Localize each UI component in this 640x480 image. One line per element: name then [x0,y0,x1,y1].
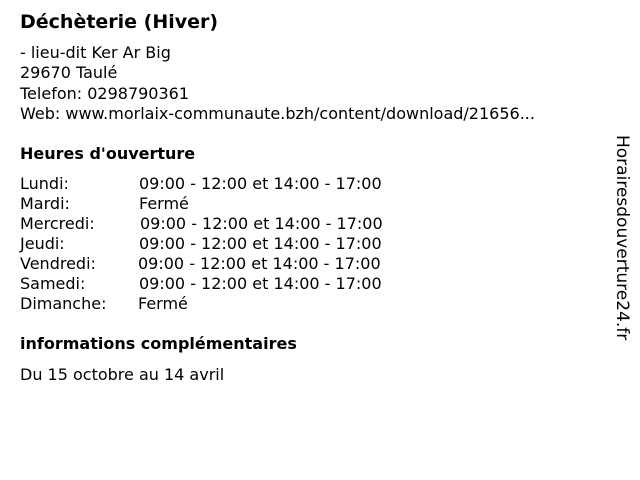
hours-row-wednesday [20,214,440,234]
info-text: Du 15 octobre au 14 avril [20,365,225,384]
day-label: Samedi: [20,274,86,293]
day-label: Vendredi: [20,254,96,273]
hours-row-sunday [20,294,440,314]
page-title: Déchèterie (Hiver) [20,11,219,33]
hours-row-thursday [20,234,440,254]
day-times: 09:00 - 12:00 et 14:00 - 17:00 [139,234,382,253]
day-label: Jeudi: [20,234,65,253]
day-times: 09:00 - 12:00 et 14:00 - 17:00 [139,174,382,193]
opening-hours-list [20,174,440,314]
day-times: 09:00 - 12:00 et 14:00 - 17:00 [140,214,383,233]
hours-row-friday [20,254,440,274]
hours-row-tuesday [20,194,440,214]
day-label: Lundi: [20,174,69,193]
address-street: - lieu-dit Ker Ar Big [20,43,171,62]
day-times: Fermé [138,294,188,313]
hours-heading: Heures d'ouverture [20,144,196,163]
day-times: 09:00 - 12:00 et 14:00 - 17:00 [138,254,381,273]
address-city: 29670 Taulé [20,63,118,82]
site-watermark [612,135,632,375]
hours-row-saturday [20,274,440,294]
hours-row-monday [20,174,440,194]
phone-number: Telefon: 0298790361 [20,84,190,103]
day-label: Mercredi: [20,214,95,233]
day-times: Fermé [139,194,189,213]
info-heading: informations complémentaires [20,334,297,353]
website-link[interactable]: Web: www.morlaix-communaute.bzh/content/download/21656... [20,104,535,123]
day-label: Dimanche: [20,294,107,313]
day-times: 09:00 - 12:00 et 14:00 - 17:00 [139,274,382,293]
watermark-text: Horairesdouverture24.fr [612,135,632,341]
day-label: Mardi: [20,194,70,213]
